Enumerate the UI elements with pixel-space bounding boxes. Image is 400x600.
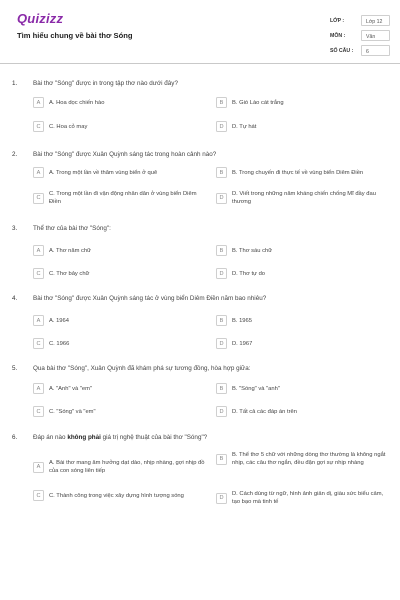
question-text-emphasis: không phải [67, 434, 101, 441]
option-text: D. Viết trong những năm kháng chiến chống Mĩ đầy đau thương [232, 191, 376, 205]
option-letter-box: B [216, 315, 227, 326]
option-text: C. Thành công trong việc xây dựng hình tượng sóng [49, 492, 184, 499]
option-b[interactable] [216, 97, 386, 108]
option-text: D. Tự hát [232, 123, 257, 130]
question-text: Qua bài thơ "Sóng", Xuân Quỳnh đã khám phá sự tương đồng, hòa hợp giữa: [33, 365, 251, 372]
option-c[interactable] [33, 268, 203, 279]
option-letter-box: D [216, 406, 227, 417]
question-number: 4. [12, 295, 18, 302]
question-1 [0, 80, 400, 138]
option-b[interactable] [216, 383, 386, 394]
option-text: A. "Anh" và "em" [49, 385, 93, 392]
option-a[interactable] [33, 383, 203, 394]
option-text: B. Trong chuyến đi thực tế về vùng biển Diêm Điền [232, 169, 364, 176]
option-letter-box: A [33, 97, 44, 108]
option-c[interactable] [33, 490, 209, 501]
option-letter-box: B [216, 383, 227, 394]
question-text-part: Đáp án nào [33, 434, 68, 441]
option-letter-box: C [33, 338, 44, 349]
option-text: C. Hoa cỏ may [49, 123, 88, 130]
option-letter-box: A [33, 245, 44, 256]
option-letter-box: B [216, 97, 227, 108]
option-c[interactable] [33, 121, 203, 132]
option-text: B. 1965 [232, 317, 252, 324]
option-text: A. Trong một lần về thăm vùng biển ở quê [49, 169, 158, 176]
option-letter-box: D [216, 268, 227, 279]
option-text: C. Trong một lần đi vận động nhân dân ở vùng biển Diêm Điền [49, 191, 197, 205]
option-text: A. 1964 [49, 317, 69, 324]
option-letter-box: D [216, 121, 227, 132]
question-2 [0, 151, 400, 213]
option-letter-box: A [33, 383, 44, 394]
worksheet-title: Tìm hiểu chung về bài thơ Sóng [17, 31, 133, 40]
question-text [33, 434, 383, 441]
option-b[interactable] [216, 245, 386, 256]
option-text: D. Tất cả các đáp án trên [232, 408, 297, 415]
option-d[interactable] [216, 490, 392, 506]
option-a[interactable] [33, 167, 203, 178]
option-letter-box: C [33, 406, 44, 417]
question-6 [0, 434, 400, 520]
meta-grade-value: Lớp 12 [361, 15, 390, 26]
option-letter-box: C [33, 121, 44, 132]
option-text: A. Hoa dọc chiến hào [49, 99, 105, 106]
question-text: Thể thơ của bài thơ "Sóng": [33, 225, 111, 232]
question-number: 5. [12, 365, 18, 372]
option-a[interactable] [33, 315, 203, 326]
option-text: D. Cách dùng từ ngữ, hình ảnh giản dị, giàu sức biểu cảm, tạo bạo mà tinh tế [232, 491, 384, 505]
option-text: C. Thơ bảy chữ [49, 270, 90, 277]
meta-subject-value: Văn [361, 30, 390, 41]
option-b[interactable] [216, 315, 386, 326]
meta-grade-label: LỚP : [330, 18, 345, 24]
worksheet-header [0, 0, 400, 64]
option-c[interactable] [33, 190, 209, 206]
option-a[interactable] [33, 245, 203, 256]
meta-count [330, 45, 388, 59]
option-text: B. Thơ sáu chữ [232, 247, 273, 254]
question-number: 3. [12, 225, 18, 232]
option-letter-box: C [33, 193, 44, 204]
option-letter-box: A [33, 167, 44, 178]
option-letter-box: D [216, 338, 227, 349]
question-5 [0, 365, 400, 423]
option-letter-box: C [33, 490, 44, 501]
question-text: Bài thơ "Sóng" được Xuân Quỳnh sáng tác trong hoàn cảnh nào? [33, 151, 217, 158]
question-number: 6. [12, 434, 18, 441]
option-letter-box: A [33, 462, 44, 473]
option-text: B. Gió Lào cát trắng [232, 99, 284, 106]
option-letter-box: C [33, 268, 44, 279]
option-text: C. 1966 [49, 340, 70, 347]
option-text: C. "Sóng" và "em" [49, 408, 96, 415]
quizizz-logo: Quizizz [17, 11, 64, 26]
option-d[interactable] [216, 190, 390, 206]
option-letter-box: B [216, 245, 227, 256]
option-text: B. "Sóng" và "anh" [232, 385, 280, 392]
option-letter-box: D [216, 493, 227, 504]
option-d[interactable] [216, 406, 386, 417]
option-d[interactable] [216, 268, 386, 279]
option-d[interactable] [216, 121, 386, 132]
option-a[interactable] [33, 459, 209, 475]
option-c[interactable] [33, 406, 203, 417]
meta-subject-label: MÔN : [330, 33, 346, 39]
option-b[interactable] [216, 451, 392, 467]
meta-grade [330, 15, 388, 29]
option-d[interactable] [216, 338, 386, 349]
question-4 [0, 295, 400, 353]
option-b[interactable] [216, 167, 390, 178]
option-text: D. Thơ tự do [232, 270, 266, 277]
option-text: B. Thể thơ 5 chữ với những dòng thơ thường là không ngắt nhịp, các câu thơ ngắn, đều đặn gợi sự nhịp nhàng [232, 452, 386, 466]
question-number: 2. [12, 151, 18, 158]
question-text: Bài thơ "Sóng" được in trong tập thơ nào dưới đây? [33, 80, 178, 87]
meta-count-label: SỐ CÂU : [330, 48, 354, 54]
option-letter-box: D [216, 193, 227, 204]
question-text-part: giá trị nghệ thuật của bài thơ "Sóng"? [100, 434, 208, 441]
option-a[interactable] [33, 97, 203, 108]
question-number: 1. [12, 80, 18, 87]
option-text: A. Bài thơ mang âm hưởng dạt dào, nhịp nhàng, gợi nhịp đồ của con sóng liên tiếp [49, 460, 205, 474]
meta-count-value: 6 [361, 45, 390, 56]
option-letter-box: A [33, 315, 44, 326]
option-letter-box: B [216, 167, 227, 178]
question-3 [0, 225, 400, 283]
meta-subject [330, 30, 388, 44]
option-text: A. Thơ năm chữ [49, 247, 92, 254]
option-text: D. 1967 [232, 340, 253, 347]
option-letter-box: B [216, 454, 227, 465]
option-c[interactable] [33, 338, 203, 349]
question-text: Bài thơ "Sóng" được Xuân Quỳnh sáng tác ở vùng biển Diêm Điền năm bao nhiêu? [33, 295, 267, 302]
